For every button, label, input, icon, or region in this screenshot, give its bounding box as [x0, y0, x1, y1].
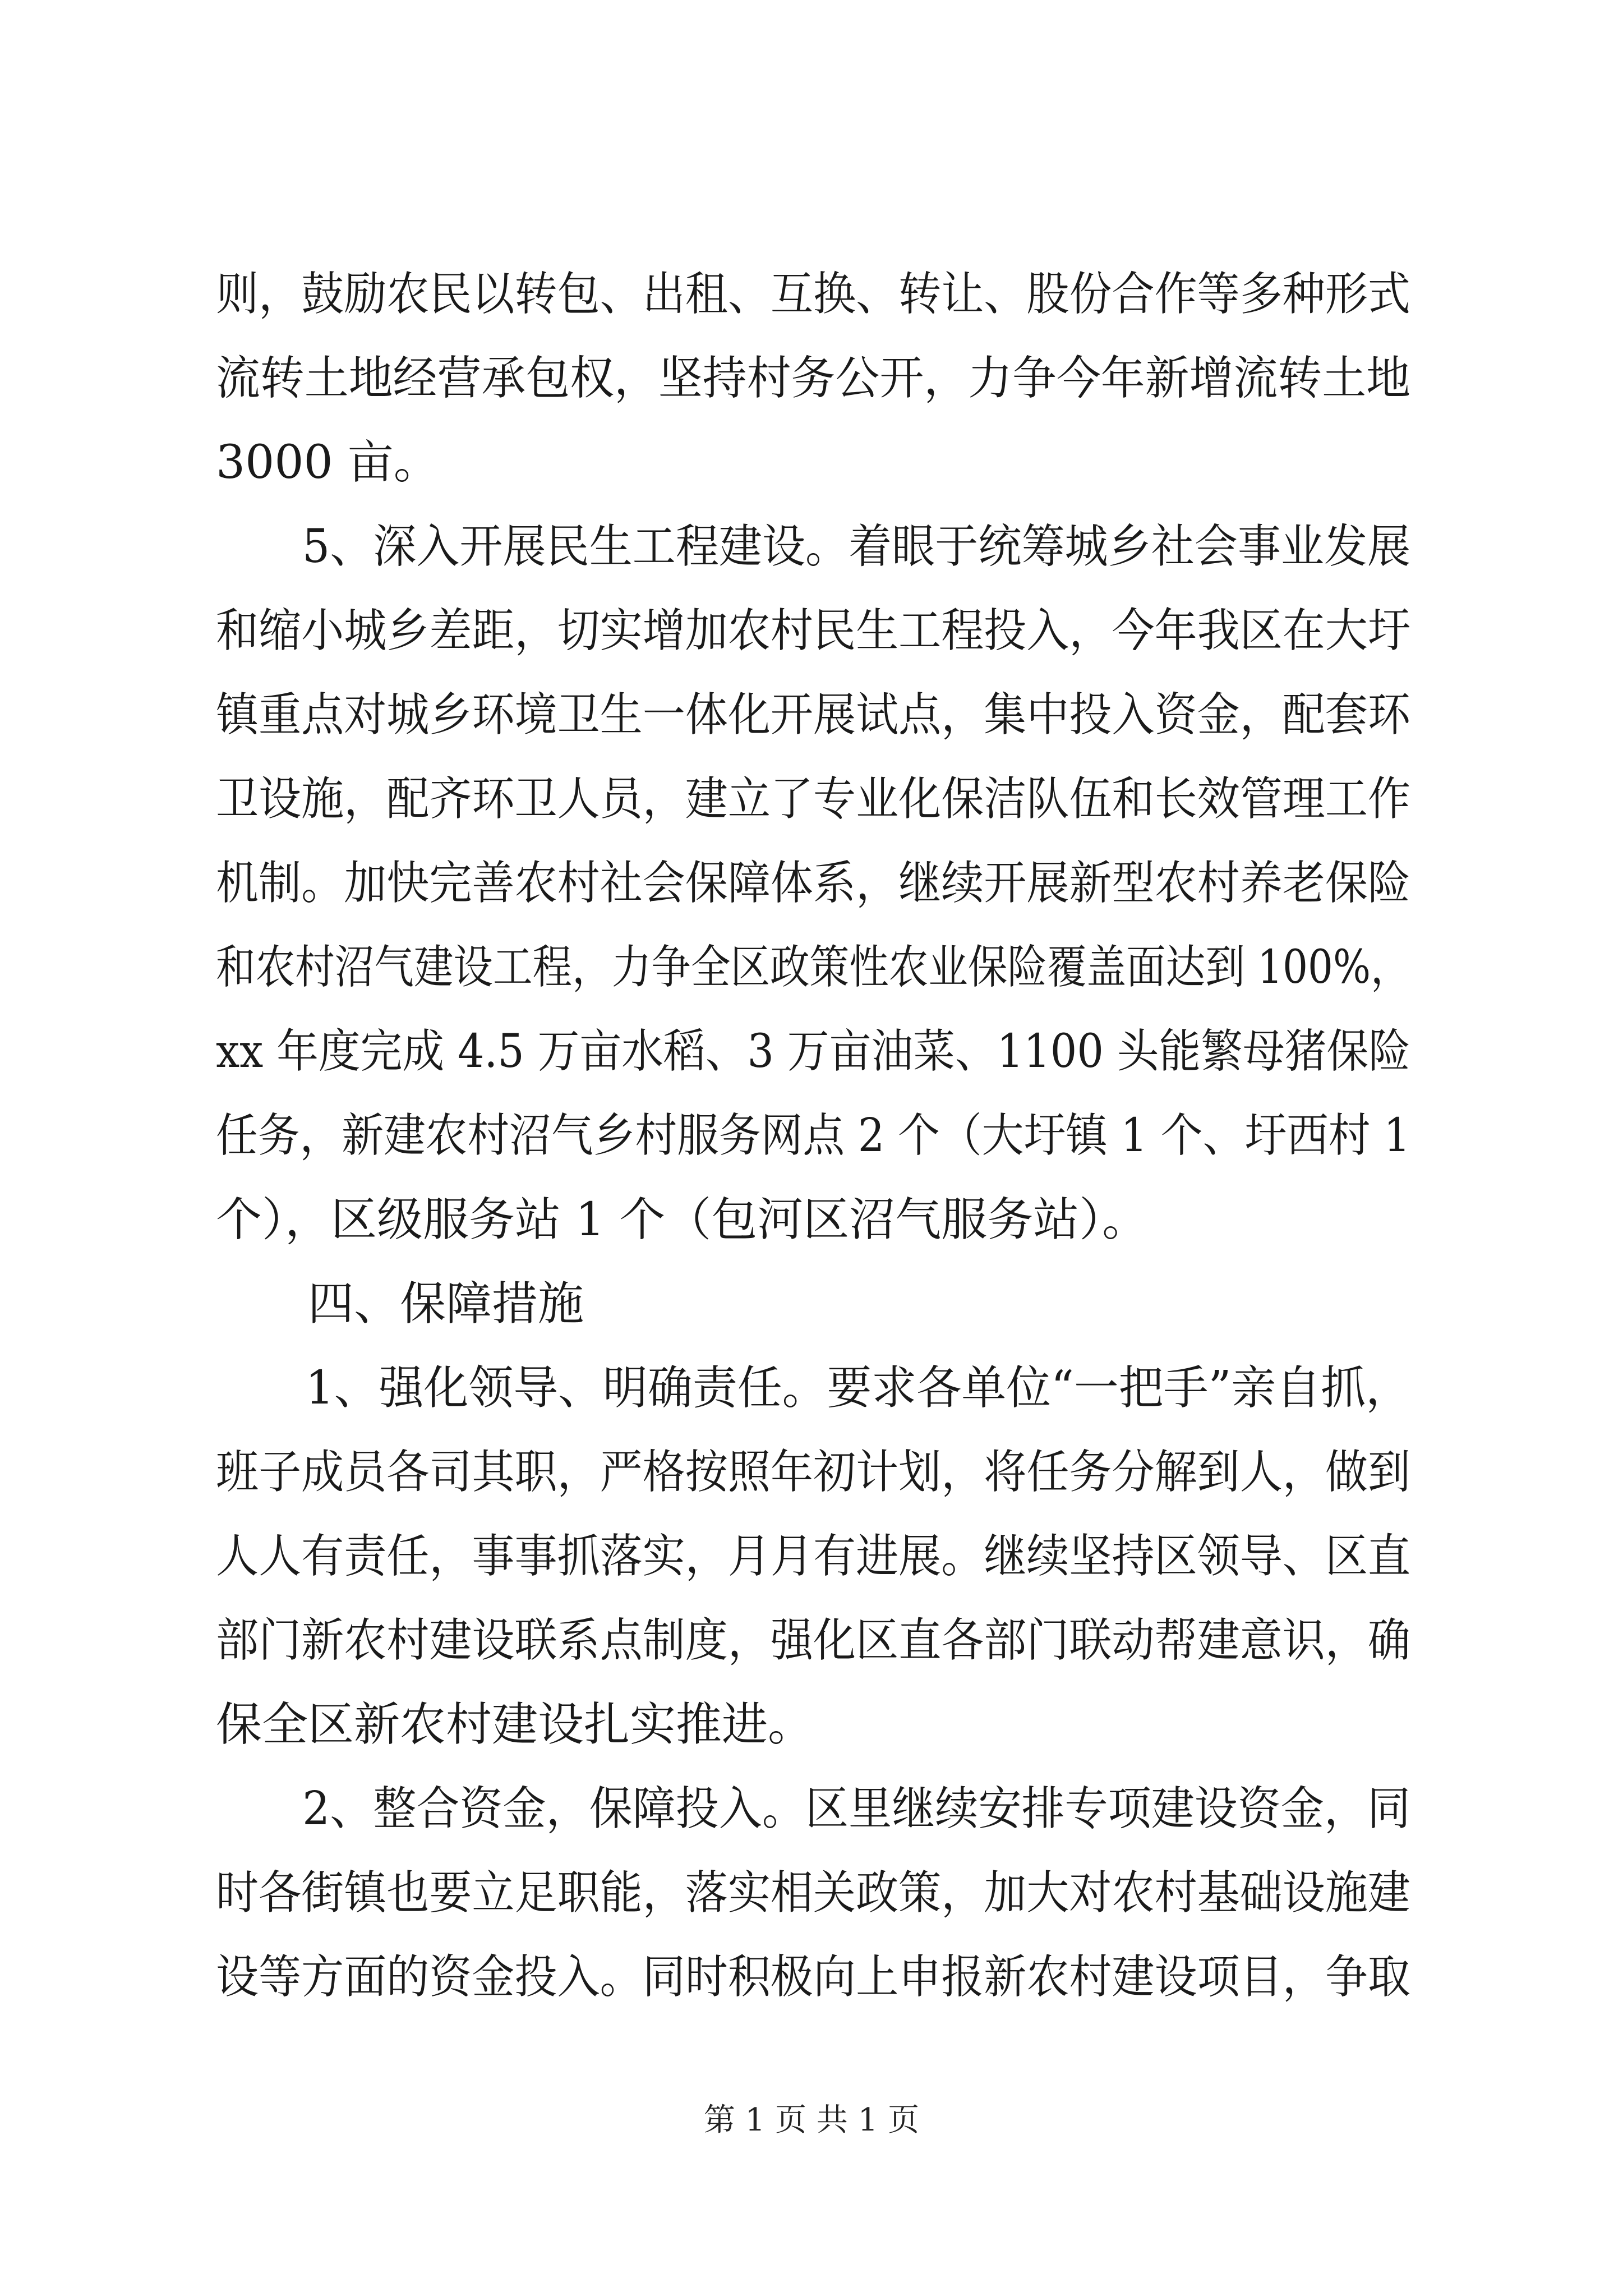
text-line: 和缩小城乡差距，切实增加农村民生工程投入，今年我区在大圩	[216, 604, 1411, 657]
document-body	[216, 252, 1410, 2019]
text-line: 卫设施，配齐环卫人员，建立了专业化保洁队伍和长效管理工作	[216, 772, 1411, 826]
text-line: 机制。加快完善农村社会保障体系，继续开展新型农村养老保险	[216, 857, 1411, 910]
text-line: 人人有责任，事事抓落实，月月有进展。继续坚持区领导、区直	[216, 1530, 1411, 1583]
text-line: 个），区级服务站 1 个（包河区沼气服务站）。	[216, 1193, 1149, 1246]
text-line: 保全区新农村建设扎实推进。	[216, 1698, 814, 1751]
page-number-label: 第 1 页 共 1 页	[703, 2102, 920, 2138]
text-line: 任务，新建农村沼气乡村服务网点 2 个（大圩镇 1 个、圩西村 1	[216, 1109, 1410, 1162]
paragraph-start-line: 2、整合资金，保障投入。区里继续安排专项建设资金，同	[302, 1782, 1411, 1835]
text-line: xx 年度完成 4.5 万亩水稻、3 万亩油菜、1100 头能繁母猪保险	[216, 1025, 1411, 1078]
text-line: 流转土地经营承包权，坚持村务公开，力争今年新增流转土地	[216, 352, 1411, 405]
text-line: 3000 亩。	[216, 436, 440, 489]
text-line: 和农村沼气建设工程，力争全区政策性农业保险覆盖面达到 100%，	[216, 941, 1410, 994]
paragraph-start-line: 5、深入开展民生工程建设。着眼于统筹城乡社会事业发展	[302, 520, 1411, 573]
text-line: 镇重点对城乡环境卫生一体化开展试点，集中投入资金，配套环	[216, 688, 1411, 742]
page-footer	[0, 2098, 1623, 2143]
section-heading: 四、保障措施	[308, 1277, 584, 1331]
text-line: 班子成员各司其职，严格按照年初计划，将任务分解到人，做到	[216, 1446, 1411, 1499]
paragraph-start-line: 1、强化领导、明确责任。要求各单位“一把手”亲自抓，	[305, 1361, 1411, 1415]
text-line: 则，鼓励农民以转包、出租、互换、转让、股份合作等多种形式	[216, 268, 1411, 321]
text-line: 设等方面的资金投入。同时积极向上申报新农村建设项目，争取	[216, 1950, 1411, 2004]
text-line: 时各街镇也要立足职能，落实相关政策，加大对农村基础设施建	[216, 1866, 1411, 1920]
text-line: 部门新农村建设联系点制度，强化区直各部门联动帮建意识，确	[216, 1614, 1411, 1667]
